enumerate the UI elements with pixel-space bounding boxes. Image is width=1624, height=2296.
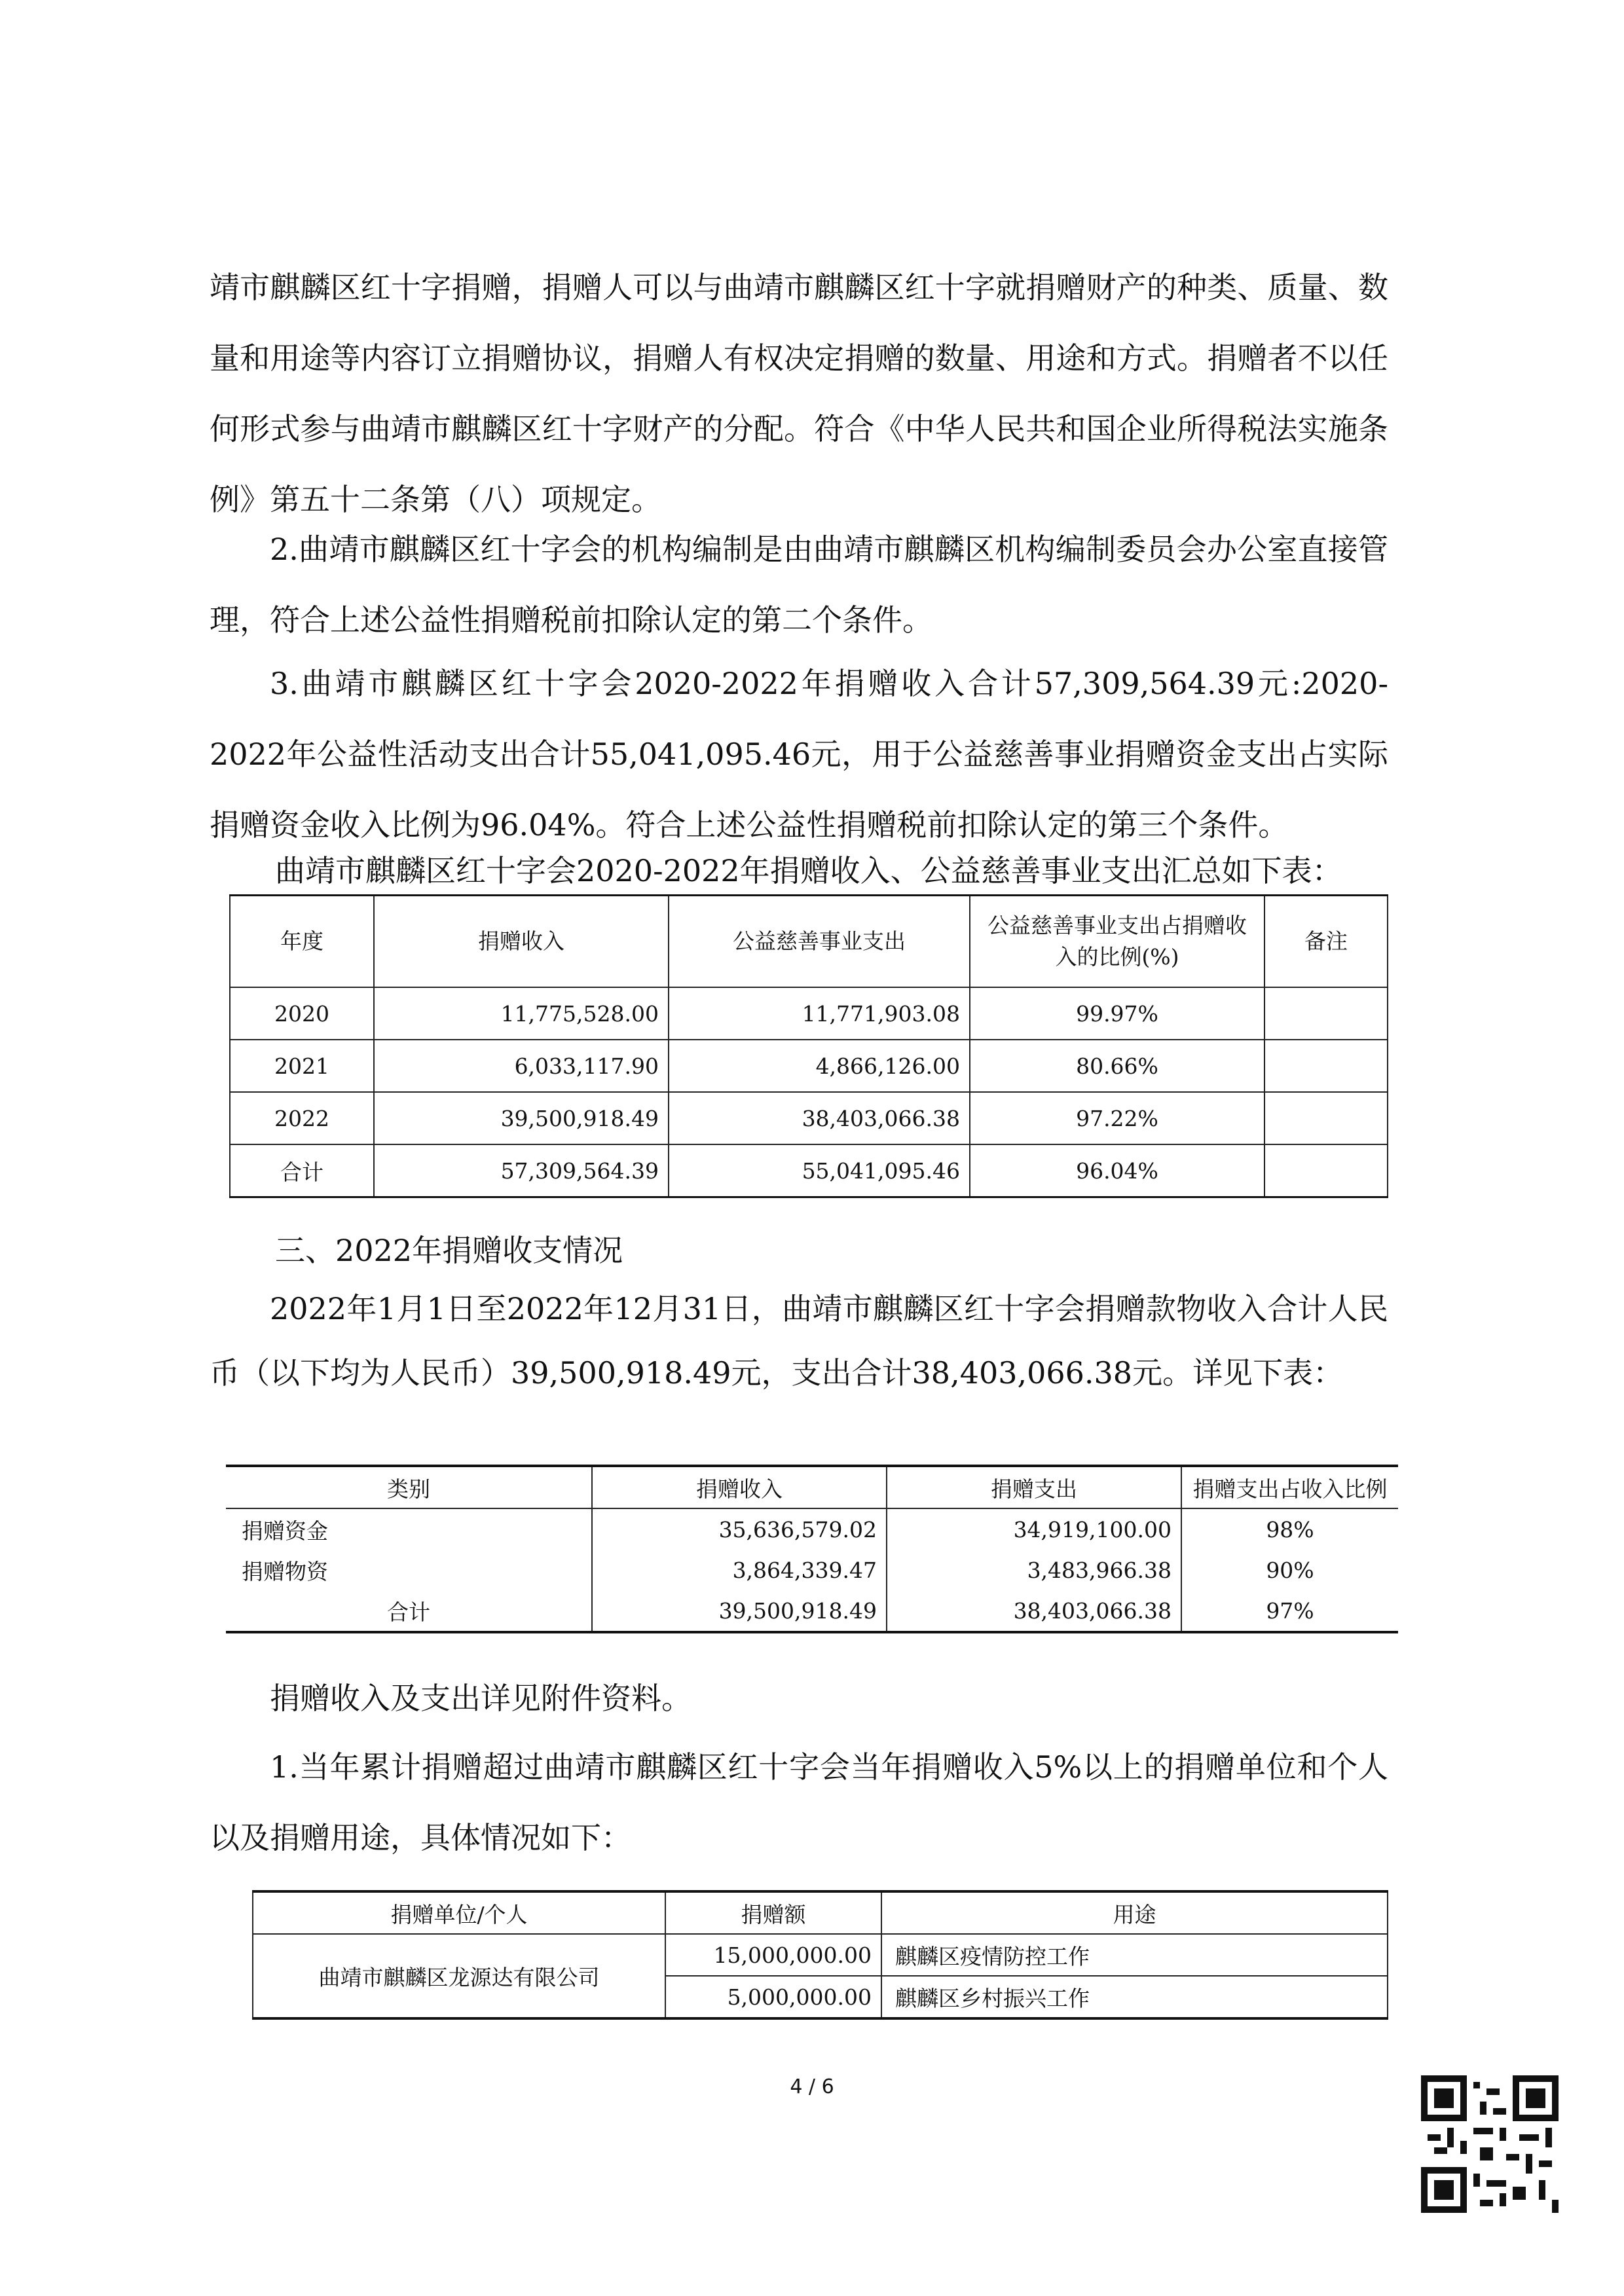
note-cell (1264, 1092, 1388, 1144)
expense-cell: 34,919,100.00 (887, 1508, 1181, 1550)
table-row (230, 987, 1388, 1040)
donation-category-table (226, 1465, 1398, 1633)
ratio-cell: 99.97% (970, 987, 1264, 1040)
expense-cell: 4,866,126.00 (669, 1040, 970, 1092)
ratio-cell: 97.22% (970, 1092, 1264, 1144)
table-header-row (230, 896, 1388, 988)
donor-cell: 曲靖市麒麟区龙源达有限公司 (253, 1934, 665, 2018)
table1-caption: 曲靖市麒麟区红十字会2020-2022年捐赠收入、公益慈善事业支出汇总如下表： (275, 853, 1342, 888)
expense-cell: 38,403,066.38 (887, 1590, 1181, 1632)
year-cell: 2021 (230, 1040, 374, 1092)
category-cell: 合计 (387, 1599, 430, 1625)
use-cell: 麒麟区乡村振兴工作 (881, 1976, 1388, 2018)
year-cell: 合计 (230, 1144, 374, 1197)
table-row (226, 1550, 1398, 1590)
table-row (230, 1040, 1388, 1092)
section-heading: 三、2022年捐赠收支情况 (275, 1233, 623, 1268)
expense-cell: 11,771,903.08 (669, 987, 970, 1040)
paragraph-6: 1.当年累计捐赠超过曲靖市麒麟区红十字会当年捐赠收入5%以上的捐赠单位和个人以及捐赠用途，具体情况如下： (210, 1749, 1388, 1855)
table-row (230, 1092, 1388, 1144)
expense-cell: 3,483,966.38 (887, 1550, 1181, 1590)
donation-summary-table (229, 894, 1388, 1198)
table-row (253, 1934, 1388, 1976)
table-row (226, 1590, 1398, 1632)
column-header: 捐赠额 (665, 1891, 881, 1934)
income-cell: 57,309,564.39 (374, 1144, 669, 1197)
table-header-row (253, 1891, 1388, 1934)
qr-code-icon (1421, 2075, 1559, 2213)
ratio-cell: 80.66% (970, 1040, 1264, 1092)
note-cell (1264, 1040, 1388, 1092)
use-cell: 麒麟区疫情防控工作 (881, 1934, 1388, 1976)
category-cell: 捐赠资金 (242, 1518, 328, 1544)
paragraph-1: 靖市麒麟区红十字捐赠，捐赠人可以与曲靖市麒麟区红十字就捐赠财产的种类、质量、数量和用途等内容订立捐赠协议，捐赠人有权决定捐赠的数量、用途和方式。捐赠者不以任何形式参与曲靖市麒麟区红十字财产的分配。符合《中华人民共和国企业所得税法实施条例》第五十二条第（八）项规定。 (210, 270, 1388, 517)
column-header: 年度 (230, 896, 374, 988)
category-cell: 捐赠物资 (242, 1558, 328, 1584)
income-cell: 35,636,579.02 (592, 1508, 887, 1550)
ratio-cell: 98% (1181, 1508, 1398, 1550)
table-row (226, 1508, 1398, 1550)
year-cell: 2020 (230, 987, 374, 1040)
ratio-cell: 90% (1181, 1550, 1398, 1590)
paragraph-5: 捐赠收入及支出详见附件资料。 (270, 1681, 692, 1716)
major-donor-table (252, 1890, 1388, 2020)
column-header: 备注 (1264, 896, 1388, 988)
income-cell: 6,033,117.90 (374, 1040, 669, 1092)
expense-cell: 55,041,095.46 (669, 1144, 970, 1197)
column-header: 捐赠收入 (592, 1466, 887, 1508)
income-cell: 11,775,528.00 (374, 987, 669, 1040)
column-header: 捐赠支出占收入比例 (1181, 1466, 1398, 1508)
paragraph-4: 2022年1月1日至2022年12月31日，曲靖市麒麟区红十字会捐赠款物收入合计人民币（以下均为人民币）39,500,918.49元，支出合计38,403,066.38元。详见下表： (210, 1291, 1388, 1391)
column-header: 用途 (881, 1891, 1388, 1934)
note-cell (1264, 1144, 1388, 1197)
column-header: 捐赠单位/个人 (253, 1891, 665, 1934)
column-header: 捐赠支出 (887, 1466, 1181, 1508)
paragraph-2: 2.曲靖市麒麟区红十字会的机构编制是由曲靖市麒麟区机构编制委员会办公室直接管理，符合上述公益性捐赠税前扣除认定的第二个条件。 (210, 532, 1388, 638)
column-header: 公益慈善事业支出占捐赠收入的比例(%) (970, 896, 1264, 988)
amount-cell: 15,000,000.00 (665, 1934, 881, 1976)
page-number: 4 / 6 (790, 2075, 834, 2098)
ratio-cell: 96.04% (970, 1144, 1264, 1197)
paragraph-3: 3.曲靖市麒麟区红十字会2020-2022年捐赠收入合计57,309,564.39元:2020-2022年公益性活动支出合计55,041,095.46元，用于公益慈善事业捐赠资金支出占实际捐赠资金收入比例为96.04%。符合上述公益性捐赠税前扣除认定的第三个条件。 (210, 666, 1388, 843)
expense-cell: 38,403,066.38 (669, 1092, 970, 1144)
income-cell: 39,500,918.49 (374, 1092, 669, 1144)
note-cell (1264, 987, 1388, 1040)
income-cell: 3,864,339.47 (592, 1550, 887, 1590)
column-header: 公益慈善事业支出 (669, 896, 970, 988)
ratio-cell: 97% (1181, 1590, 1398, 1632)
year-cell: 2022 (230, 1092, 374, 1144)
table-row (230, 1144, 1388, 1197)
table-header-row (226, 1466, 1398, 1508)
income-cell: 39,500,918.49 (592, 1590, 887, 1632)
amount-cell: 5,000,000.00 (665, 1976, 881, 2018)
column-header: 捐赠收入 (374, 896, 669, 988)
column-header: 类别 (226, 1466, 592, 1508)
